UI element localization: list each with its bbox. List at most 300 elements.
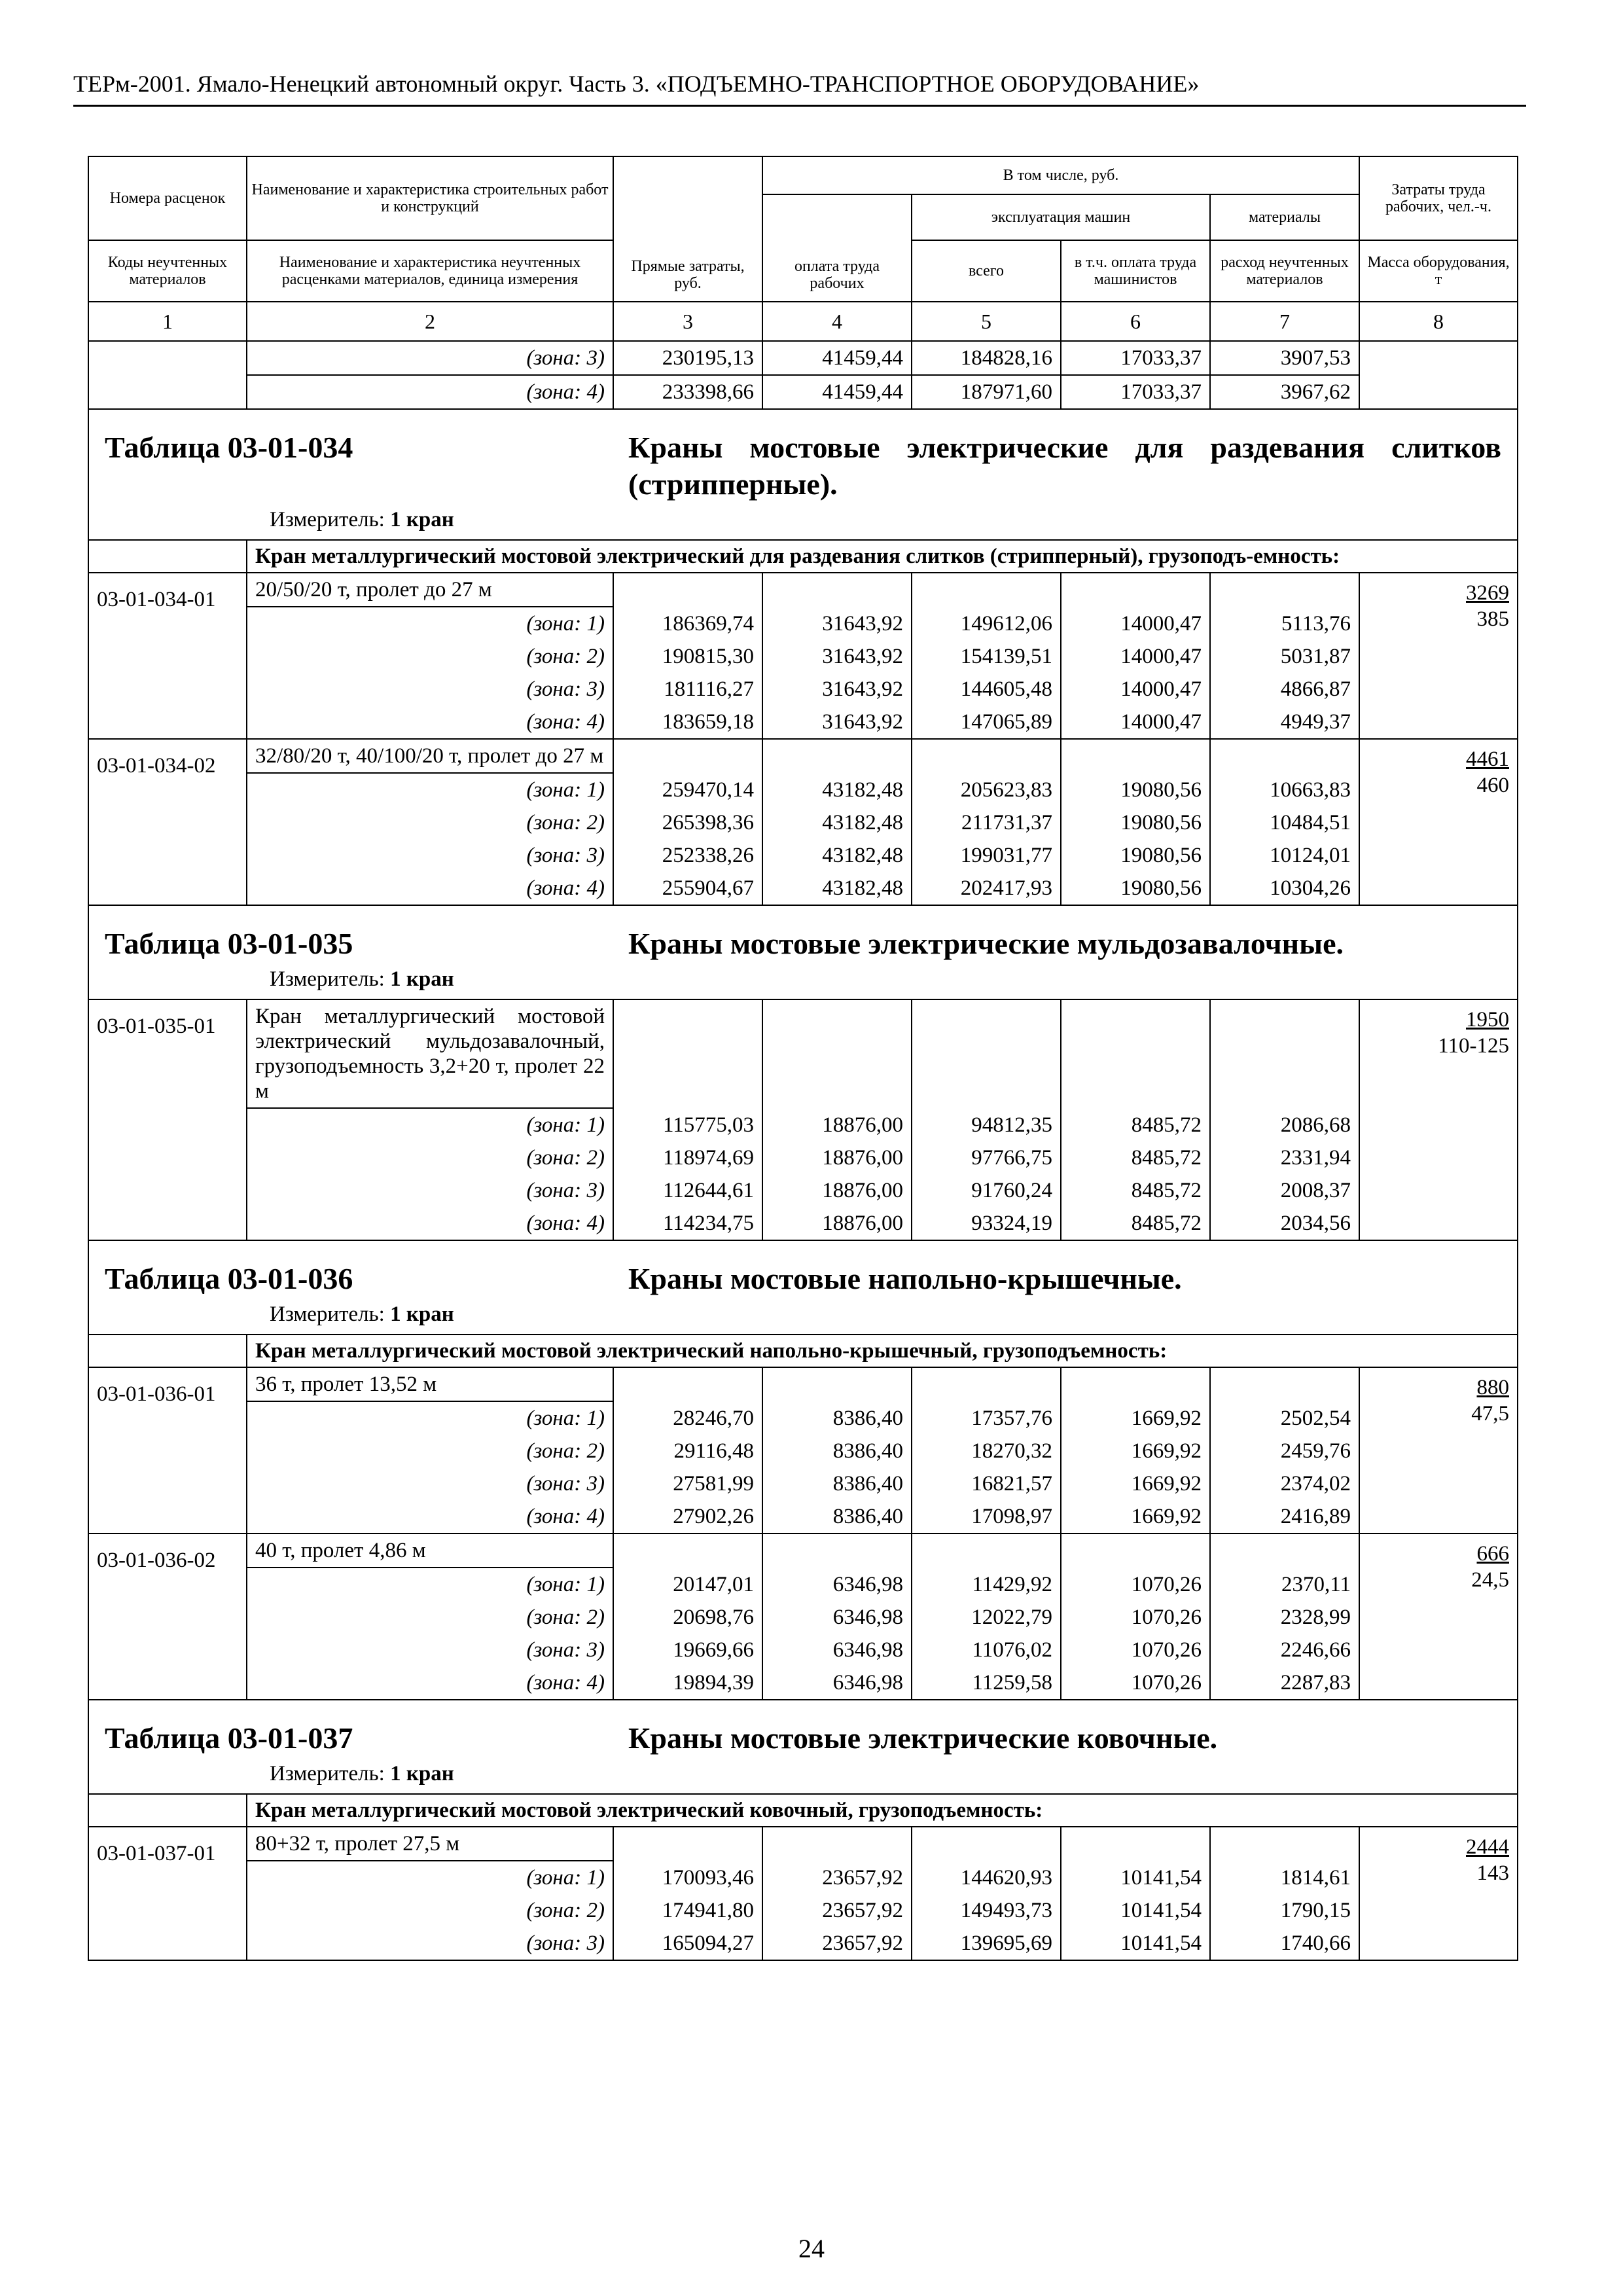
equipment-mass: 24,5 [1471, 1568, 1509, 1592]
code-cell [88, 341, 247, 375]
labor-cost: 23657,92 [762, 1861, 912, 1894]
material-cost: 4949,37 [1210, 706, 1359, 739]
group-title: Кран металлургический мостовой электрический напольно-крышечный, грузоподъемность: [247, 1335, 1518, 1367]
table-heading-row [88, 1240, 1518, 1335]
machine-cost: 144620,93 [912, 1861, 1061, 1894]
labor-cost: 8386,40 [762, 1435, 912, 1467]
table-heading [88, 1700, 1518, 1794]
material-cost: 2331,94 [1210, 1141, 1359, 1174]
item-row [88, 999, 1518, 1108]
zone-label: (зона: 1) [247, 1861, 613, 1894]
table-row [88, 1861, 1518, 1894]
empty-cell [762, 1827, 912, 1861]
measure-label: Измеритель: [270, 1302, 391, 1326]
empty-cell [762, 739, 912, 773]
labor-hours: 1950 [1466, 1008, 1509, 1031]
col-oplata: оплата труда рабочих [762, 194, 912, 302]
material-cost: 2370,11 [1210, 1568, 1359, 1601]
zone-label: (зона: 3) [247, 1927, 613, 1960]
empty-cell [613, 1534, 762, 1568]
zone-label: (зона: 3) [247, 673, 613, 706]
col-number: 7 [1210, 302, 1359, 341]
operator-cost: 8485,72 [1061, 1174, 1210, 1207]
measure-line [270, 505, 1501, 534]
operator-cost: 8485,72 [1061, 1108, 1210, 1141]
direct-cost: 19894,39 [613, 1666, 762, 1700]
item-code: 03-01-036-01 [88, 1367, 247, 1534]
item-code: 03-01-036-02 [88, 1534, 247, 1700]
table-heading [88, 409, 1518, 540]
zone-label: (зона: 4) [247, 1666, 613, 1700]
material-cost: 2287,83 [1210, 1666, 1359, 1700]
machine-cost: 94812,35 [912, 1108, 1061, 1141]
item-name: 80+32 т, пролет 27,5 м [247, 1827, 613, 1861]
direct-cost: 118974,69 [613, 1141, 762, 1174]
labor-cost: 31643,92 [762, 706, 912, 739]
col-vsego: всего [912, 240, 1061, 302]
operator-cost: 19080,56 [1061, 773, 1210, 806]
price-table [88, 156, 1518, 1961]
col-naim2: Наименование и характеристика неучтенных расценками материалов, единица измерения [247, 240, 613, 302]
material-cost: 3907,53 [1210, 341, 1359, 375]
measure-value: 1 кран [390, 508, 454, 531]
direct-cost: 20698,76 [613, 1601, 762, 1634]
labor-hours: 880 [1476, 1376, 1509, 1399]
operator-cost: 17033,37 [1061, 341, 1210, 375]
item-mass [1359, 1534, 1518, 1700]
material-cost: 2328,99 [1210, 1601, 1359, 1634]
item-name: Кран металлургический мостовой электрический мульдозавалочный, грузоподъемность 3,2+20 т, пролет 22 м [247, 999, 613, 1108]
empty-cell [912, 999, 1061, 1108]
direct-cost: 183659,18 [613, 706, 762, 739]
mass-cell [1359, 341, 1518, 375]
group-title: Кран металлургический мостовой электрический ковочный, грузоподъемность: [247, 1794, 1518, 1827]
labor-hours: 666 [1476, 1542, 1509, 1566]
mass-cell [1359, 375, 1518, 409]
operator-cost: 19080,56 [1061, 839, 1210, 872]
col-zatraty: Затраты труда рабочих, чел.-ч. [1359, 156, 1518, 240]
material-cost: 10304,26 [1210, 872, 1359, 905]
table-row [88, 1207, 1518, 1240]
col-materialy: материалы [1210, 194, 1359, 240]
direct-cost: 29116,48 [613, 1435, 762, 1467]
header-rule [73, 105, 1526, 107]
labor-cost: 18876,00 [762, 1207, 912, 1240]
machine-cost: 11259,58 [912, 1666, 1061, 1700]
table-heading-row [88, 1700, 1518, 1794]
material-cost: 5031,87 [1210, 640, 1359, 673]
item-row [88, 1534, 1518, 1568]
labor-cost: 6346,98 [762, 1634, 912, 1666]
group-title: Кран металлургический мостовой электрический для раздевания слитков (стрипперный), грузоподъ-емность: [247, 540, 1518, 573]
empty-cell [1210, 1534, 1359, 1568]
labor-cost: 18876,00 [762, 1174, 912, 1207]
zone-label: (зона: 2) [247, 1894, 613, 1927]
zone-label: (зона: 3) [247, 1634, 613, 1666]
empty-cell [1210, 573, 1359, 607]
material-cost: 10124,01 [1210, 839, 1359, 872]
empty-cell [1210, 1827, 1359, 1861]
labor-cost: 18876,00 [762, 1108, 912, 1141]
table-row [88, 341, 1518, 375]
labor-hours: 3269 [1466, 581, 1509, 605]
direct-cost: 174941,80 [613, 1894, 762, 1927]
zone-label: (зона: 2) [247, 806, 613, 839]
equipment-mass: 47,5 [1471, 1402, 1509, 1426]
operator-cost: 8485,72 [1061, 1207, 1210, 1240]
operator-cost: 1669,92 [1061, 1500, 1210, 1534]
zone-label: (зона: 2) [247, 1601, 613, 1634]
labor-cost: 18876,00 [762, 1141, 912, 1174]
labor-hours: 2444 [1466, 1835, 1509, 1859]
empty-cell [762, 1367, 912, 1401]
table-heading-line [105, 1261, 1501, 1297]
machine-cost: 184828,16 [912, 341, 1061, 375]
item-mass [1359, 1827, 1518, 1960]
col-number: 1 [88, 302, 247, 341]
col-nomera: Номера расценок [88, 156, 247, 240]
machine-cost: 202417,93 [912, 872, 1061, 905]
item-name: 40 т, пролет 4,86 м [247, 1534, 613, 1568]
item-name: 20/50/20 т, пролет до 27 м [247, 573, 613, 607]
table-row [88, 607, 1518, 640]
group-spacer [88, 1794, 247, 1827]
direct-cost: 27902,26 [613, 1500, 762, 1534]
machine-cost: 17357,76 [912, 1401, 1061, 1435]
table-row [88, 1435, 1518, 1467]
material-cost: 3967,62 [1210, 375, 1359, 409]
table-row [88, 375, 1518, 409]
labor-cost: 23657,92 [762, 1927, 912, 1960]
item-name: 32/80/20 т, 40/100/20 т, пролет до 27 м [247, 739, 613, 773]
direct-cost: 165094,27 [613, 1927, 762, 1960]
col-pryamye: Прямые затраты, руб. [613, 156, 762, 302]
zone-label: (зона: 3) [247, 1467, 613, 1500]
table-row [88, 1174, 1518, 1207]
labor-cost: 43182,48 [762, 872, 912, 905]
measure-label: Измеритель: [270, 1762, 391, 1785]
table-row [88, 673, 1518, 706]
col-number: 5 [912, 302, 1061, 341]
page-number: 24 [798, 2234, 825, 2263]
measure-line [270, 965, 1501, 994]
empty-cell [613, 1827, 762, 1861]
empty-cell [762, 1534, 912, 1568]
empty-cell [912, 739, 1061, 773]
item-row [88, 1367, 1518, 1401]
direct-cost: 265398,36 [613, 806, 762, 839]
labor-cost: 31643,92 [762, 607, 912, 640]
table-heading-line [105, 925, 1501, 962]
machine-cost: 11076,02 [912, 1634, 1061, 1666]
table-row [88, 1927, 1518, 1960]
operator-cost: 1669,92 [1061, 1401, 1210, 1435]
material-cost: 2086,68 [1210, 1108, 1359, 1141]
table-id: Таблица 03-01-034 [105, 431, 353, 464]
machine-cost: 205623,83 [912, 773, 1061, 806]
empty-cell [912, 573, 1061, 607]
zone-label: (зона: 1) [247, 1401, 613, 1435]
empty-cell [613, 573, 762, 607]
labor-cost: 23657,92 [762, 1894, 912, 1927]
operator-cost: 10141,54 [1061, 1894, 1210, 1927]
direct-cost: 186369,74 [613, 607, 762, 640]
machine-cost: 91760,24 [912, 1174, 1061, 1207]
operator-cost: 1070,26 [1061, 1666, 1210, 1700]
table-title: Краны мостовые напольно-крышечные. [628, 1262, 1182, 1295]
operator-cost: 1070,26 [1061, 1601, 1210, 1634]
column-numbers-row [88, 302, 1518, 341]
direct-cost: 252338,26 [613, 839, 762, 872]
labor-hours: 4461 [1466, 747, 1509, 771]
operator-cost: 1070,26 [1061, 1634, 1210, 1666]
labor-cost: 6346,98 [762, 1666, 912, 1700]
col-ekspl: эксплуатация машин [912, 194, 1210, 240]
zone-label: (зона: 1) [247, 1568, 613, 1601]
table-heading-line [105, 429, 1501, 503]
direct-cost: 259470,14 [613, 773, 762, 806]
empty-cell [613, 999, 762, 1108]
machine-cost: 18270,32 [912, 1435, 1061, 1467]
code-cell [88, 375, 247, 409]
labor-cost: 41459,44 [762, 375, 912, 409]
measure-line [270, 1759, 1501, 1788]
equipment-mass: 385 [1476, 607, 1509, 631]
material-cost: 1814,61 [1210, 1861, 1359, 1894]
machine-cost: 11429,92 [912, 1568, 1061, 1601]
col-number: 8 [1359, 302, 1518, 341]
item-mass [1359, 999, 1518, 1240]
col-vtch: в т.ч. оплата труда машинистов [1061, 240, 1210, 302]
zone-label: (зона: 2) [247, 640, 613, 673]
table-row [88, 1634, 1518, 1666]
direct-cost: 181116,27 [613, 673, 762, 706]
material-cost: 2034,56 [1210, 1207, 1359, 1240]
group-row [88, 1794, 1518, 1827]
group-row [88, 1335, 1518, 1367]
labor-cost: 8386,40 [762, 1500, 912, 1534]
equipment-mass: 143 [1476, 1861, 1509, 1885]
machine-cost: 139695,69 [912, 1927, 1061, 1960]
table-heading [88, 905, 1518, 999]
table-heading [88, 1240, 1518, 1335]
labor-cost: 43182,48 [762, 806, 912, 839]
empty-cell [1210, 739, 1359, 773]
machine-cost: 93324,19 [912, 1207, 1061, 1240]
measure-value: 1 кран [390, 1302, 454, 1326]
table-title: Краны мостовые электрические ковочные. [628, 1721, 1218, 1755]
empty-cell [912, 1367, 1061, 1401]
direct-cost: 233398,66 [613, 375, 762, 409]
item-mass [1359, 1367, 1518, 1534]
table-row [88, 1601, 1518, 1634]
col-massa: Масса оборудования, т [1359, 240, 1518, 302]
measure-value: 1 кран [390, 1762, 454, 1785]
col-number: 4 [762, 302, 912, 341]
operator-cost: 17033,37 [1061, 375, 1210, 409]
material-cost: 4866,87 [1210, 673, 1359, 706]
empty-cell [1061, 1534, 1210, 1568]
zone-label: (зона: 4) [247, 706, 613, 739]
group-spacer [88, 540, 247, 573]
machine-cost: 211731,37 [912, 806, 1061, 839]
table-heading-line [105, 1720, 1501, 1757]
empty-cell [762, 573, 912, 607]
empty-cell [1210, 1367, 1359, 1401]
group-row [88, 540, 1518, 573]
material-cost: 2374,02 [1210, 1467, 1359, 1500]
zone-label: (зона: 1) [247, 607, 613, 640]
zone-label: (зона: 4) [247, 1207, 613, 1240]
direct-cost: 27581,99 [613, 1467, 762, 1500]
machine-cost: 199031,77 [912, 839, 1061, 872]
machine-cost: 16821,57 [912, 1467, 1061, 1500]
table-row [88, 1401, 1518, 1435]
machine-cost: 17098,97 [912, 1500, 1061, 1534]
direct-cost: 28246,70 [613, 1401, 762, 1435]
equipment-mass: 110-125 [1438, 1034, 1509, 1058]
zone-label: (зона: 3) [247, 341, 613, 375]
table-row [88, 640, 1518, 673]
empty-cell [1061, 573, 1210, 607]
table-row [88, 872, 1518, 905]
table-title: Краны мостовые электрические мульдозавалочные. [628, 927, 1344, 960]
labor-cost: 6346,98 [762, 1601, 912, 1634]
col-rashod: расход неучтенных материалов [1210, 240, 1359, 302]
operator-cost: 10141,54 [1061, 1861, 1210, 1894]
machine-cost: 12022,79 [912, 1601, 1061, 1634]
zone-label: (зона: 4) [247, 872, 613, 905]
operator-cost: 14000,47 [1061, 640, 1210, 673]
col-v-tom: В том числе, руб. [762, 156, 1359, 194]
labor-cost: 41459,44 [762, 341, 912, 375]
labor-cost: 8386,40 [762, 1467, 912, 1500]
empty-cell [1061, 999, 1210, 1108]
table-row [88, 1666, 1518, 1700]
table-row [88, 839, 1518, 872]
operator-cost: 8485,72 [1061, 1141, 1210, 1174]
labor-cost: 6346,98 [762, 1568, 912, 1601]
material-cost: 1740,66 [1210, 1927, 1359, 1960]
zone-label: (зона: 4) [247, 1500, 613, 1534]
direct-cost: 115775,03 [613, 1108, 762, 1141]
zone-label: (зона: 1) [247, 773, 613, 806]
zone-label: (зона: 3) [247, 839, 613, 872]
operator-cost: 10141,54 [1061, 1927, 1210, 1960]
empty-cell [1061, 1827, 1210, 1861]
table-row [88, 1467, 1518, 1500]
direct-cost: 170093,46 [613, 1861, 762, 1894]
material-cost: 1790,15 [1210, 1894, 1359, 1927]
labor-cost: 8386,40 [762, 1401, 912, 1435]
direct-cost: 19669,66 [613, 1634, 762, 1666]
operator-cost: 19080,56 [1061, 806, 1210, 839]
table-row [88, 1500, 1518, 1534]
table-id: Таблица 03-01-035 [105, 927, 353, 960]
material-cost: 2459,76 [1210, 1435, 1359, 1467]
table-id: Таблица 03-01-037 [105, 1721, 353, 1755]
empty-cell [912, 1534, 1061, 1568]
machine-cost: 144605,48 [912, 673, 1061, 706]
measure-label: Измеритель: [270, 967, 391, 991]
operator-cost: 1669,92 [1061, 1467, 1210, 1500]
item-mass [1359, 739, 1518, 905]
machine-cost: 154139,51 [912, 640, 1061, 673]
zone-label: (зона: 2) [247, 1435, 613, 1467]
material-cost: 2502,54 [1210, 1401, 1359, 1435]
material-cost: 2008,37 [1210, 1174, 1359, 1207]
material-cost: 10663,83 [1210, 773, 1359, 806]
table-title: Краны мостовые электрические для раздевания слитков (стрипперные). [628, 431, 1501, 501]
item-row [88, 573, 1518, 607]
empty-cell [1061, 1367, 1210, 1401]
col-kody: Коды неучтенных материалов [88, 240, 247, 302]
machine-cost: 149612,06 [912, 607, 1061, 640]
empty-cell [1210, 999, 1359, 1108]
operator-cost: 1669,92 [1061, 1435, 1210, 1467]
group-spacer [88, 1335, 247, 1367]
item-code: 03-01-034-02 [88, 739, 247, 905]
operator-cost: 14000,47 [1061, 673, 1210, 706]
item-code: 03-01-034-01 [88, 573, 247, 739]
running-header: ТЕРм-2001. Ямало-Ненецкий автономный округ. Часть 3. «ПОДЪЕМНО-ТРАНСПОРТНОЕ ОБОРУДОВАНИЕ» [73, 71, 1200, 97]
direct-cost: 190815,30 [613, 640, 762, 673]
table-row [88, 1108, 1518, 1141]
table-heading-row [88, 409, 1518, 540]
machine-cost: 187971,60 [912, 375, 1061, 409]
direct-cost: 20147,01 [613, 1568, 762, 1601]
zone-label: (зона: 2) [247, 1141, 613, 1174]
table-row [88, 806, 1518, 839]
item-code: 03-01-035-01 [88, 999, 247, 1240]
col-naim1: Наименование и характеристика строительных работ и конструкций [247, 156, 613, 240]
machine-cost: 149493,73 [912, 1894, 1061, 1927]
col-number: 3 [613, 302, 762, 341]
machine-cost: 147065,89 [912, 706, 1061, 739]
zone-label: (зона: 1) [247, 1108, 613, 1141]
measure-label: Измеритель: [270, 508, 391, 531]
item-row [88, 739, 1518, 773]
table-row [88, 1568, 1518, 1601]
direct-cost: 112644,61 [613, 1174, 762, 1207]
table-row [88, 773, 1518, 806]
material-cost: 2416,89 [1210, 1500, 1359, 1534]
empty-cell [1061, 739, 1210, 773]
col-number: 2 [247, 302, 613, 341]
material-cost: 5113,76 [1210, 607, 1359, 640]
labor-cost: 43182,48 [762, 839, 912, 872]
zone-label: (зона: 4) [247, 375, 613, 409]
material-cost: 10484,51 [1210, 806, 1359, 839]
item-row [88, 1827, 1518, 1861]
operator-cost: 14000,47 [1061, 607, 1210, 640]
operator-cost: 1070,26 [1061, 1568, 1210, 1601]
empty-cell [762, 999, 912, 1108]
measure-value: 1 кран [390, 967, 454, 991]
direct-cost: 255904,67 [613, 872, 762, 905]
empty-cell [613, 1367, 762, 1401]
zone-label: (зона: 3) [247, 1174, 613, 1207]
table-id: Таблица 03-01-036 [105, 1262, 353, 1295]
machine-cost: 97766,75 [912, 1141, 1061, 1174]
direct-cost: 114234,75 [613, 1207, 762, 1240]
empty-cell [912, 1827, 1061, 1861]
operator-cost: 19080,56 [1061, 872, 1210, 905]
empty-cell [613, 739, 762, 773]
measure-line [270, 1300, 1501, 1329]
material-cost: 2246,66 [1210, 1634, 1359, 1666]
col-number: 6 [1061, 302, 1210, 341]
